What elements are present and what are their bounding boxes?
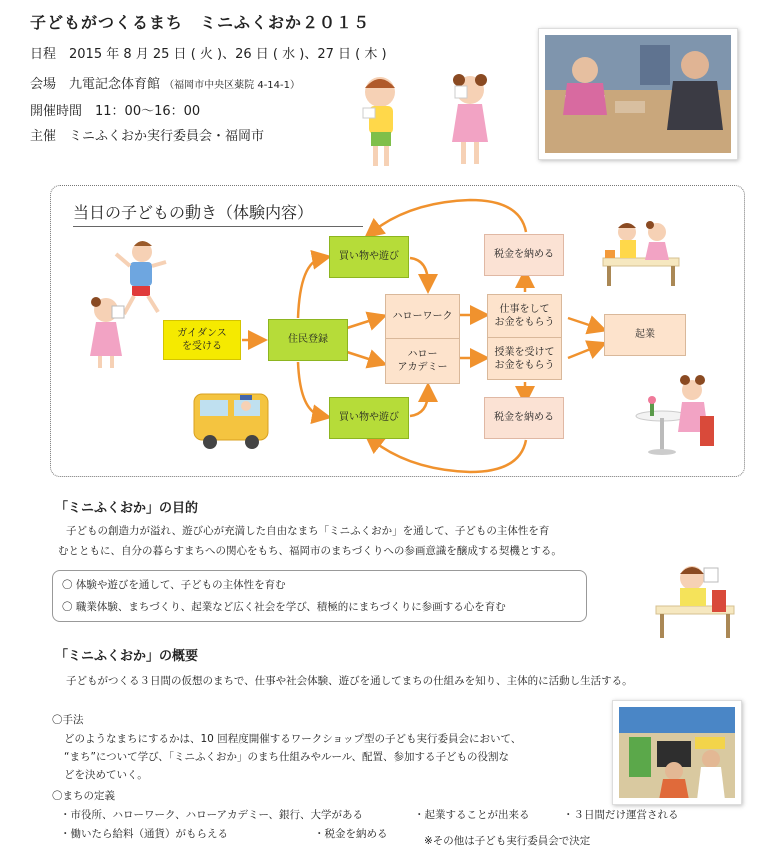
desk-child-illustration bbox=[650, 560, 740, 640]
arrow-tax-top-shop bbox=[372, 200, 526, 232]
definition-item-1: ・市役所、ハローワーク、ハローアカデミー、銀行、大学がある bbox=[60, 809, 364, 821]
purpose-point-2: 〇 職業体験、まちづくり、起業など広く社会を学び、積極的にまちづくりに参画する心を育む bbox=[62, 601, 506, 613]
venue-name: 会場 九電記念体育館 bbox=[30, 77, 161, 92]
flow-title: 当日の子どもの動き（体験内容） bbox=[73, 203, 314, 222]
purpose-point-1: 〇 体験や遊びを通して、子どもの主体性を育む bbox=[62, 579, 286, 591]
node-class-earn: 授業を受けて お金をもらう bbox=[494, 346, 555, 371]
arrow-shop-top-hellowork bbox=[410, 258, 428, 284]
event-photo-image bbox=[619, 707, 735, 798]
arrow-registration-hellowork bbox=[347, 318, 378, 328]
venue-address: （福岡市中央区薬院 4-14-1） bbox=[164, 80, 301, 91]
arrow-registration-shop-top bbox=[298, 258, 322, 318]
node-tax-bottom: 税金を納める bbox=[484, 397, 564, 439]
node-guidance: ガイダンス を受ける bbox=[163, 320, 241, 360]
node-tax-top: 税金を納める bbox=[484, 234, 564, 276]
method-line-1: どのようなまちにするかは、10 回程度開催するワークショップ型の子ども実行委員会において、 bbox=[64, 733, 522, 745]
arrow-tax-bottom-shop bbox=[372, 440, 526, 472]
cafe-girl-illustration bbox=[630, 372, 720, 462]
node-startup: 起業 bbox=[604, 314, 686, 356]
purpose-line-1: 子どもの創造力が溢れ、遊び心が充満した自由なまち「ミニふくおか」を通して、子どもの主体性を育 bbox=[66, 525, 550, 537]
definition-item-5: ・税金を納める bbox=[314, 828, 388, 840]
shop-kids-illustration bbox=[595, 220, 690, 290]
definition-item-2: ・起業することが出来る bbox=[414, 809, 530, 821]
kids-playing-illustration bbox=[72, 240, 192, 370]
purpose-heading: 「ミニふくおか」の目的 bbox=[55, 501, 199, 516]
organizer-line: 主催 ミニふくおか実行委員会・福岡市 bbox=[30, 129, 265, 144]
bus-illustration bbox=[190, 390, 272, 452]
arrow-work-startup bbox=[568, 318, 598, 328]
definition-heading: 〇まちの定義 bbox=[52, 790, 115, 802]
purpose-line-2: むとともに、自分の暮らすまちへの関心をもち、福岡市のまちづくりへの参画意識を醸成する契機とする。 bbox=[58, 545, 562, 557]
arrow-registration-academy bbox=[347, 352, 378, 362]
node-work-earn: 仕事をして お金をもらう bbox=[488, 295, 561, 338]
arrow-registration-shop-bottom bbox=[298, 362, 322, 416]
node-hello-work: ハローワーク bbox=[386, 295, 459, 339]
arrow-class-startup bbox=[568, 346, 598, 358]
hours-line: 開催時間 11：00〜16：00 bbox=[30, 104, 201, 119]
arrow-shop-bottom-academy bbox=[410, 392, 428, 416]
page-title: 子どもがつくるまち ミニふくおか２０１５ bbox=[30, 13, 371, 32]
overview-note: ※その他は子ども実行委員会で決定 bbox=[424, 835, 591, 847]
schedule-line: 日程 2015 年 8 月 25 日 ( 火 )、26 日 ( 水 )、27 日 ( 木 ) bbox=[30, 47, 387, 62]
definition-item-3: ・３日間だけ運営される bbox=[563, 809, 679, 821]
method-heading: 〇手法 bbox=[52, 714, 84, 726]
overview-heading: 「ミニふくおか」の概要 bbox=[55, 649, 199, 664]
event-photo bbox=[612, 700, 742, 805]
node-shopping-bottom: 買い物や遊び bbox=[329, 397, 409, 439]
method-line-2: “まち”について学び、「ミニふくおか」のまち仕組みやルール、配置、参加する子どもの役割な bbox=[64, 751, 509, 763]
method-line-3: どを決めていく。 bbox=[64, 769, 148, 781]
node-shopping-top: 買い物や遊び bbox=[329, 236, 409, 278]
node-hello-academy: ハロー アカデミー bbox=[397, 348, 448, 373]
definition-item-4: ・働いたら給料（通貨）がもらえる bbox=[60, 828, 228, 840]
node-registration: 住民登録 bbox=[268, 319, 348, 361]
node-earn-group bbox=[487, 294, 562, 380]
overview-intro: 子どもがつくる３日間の仮想のまちで、仕事や社会体験、遊びを通してまちの仕組みを知り、主体的に活動し生活する。 bbox=[66, 675, 633, 687]
node-hello-group bbox=[385, 294, 460, 384]
